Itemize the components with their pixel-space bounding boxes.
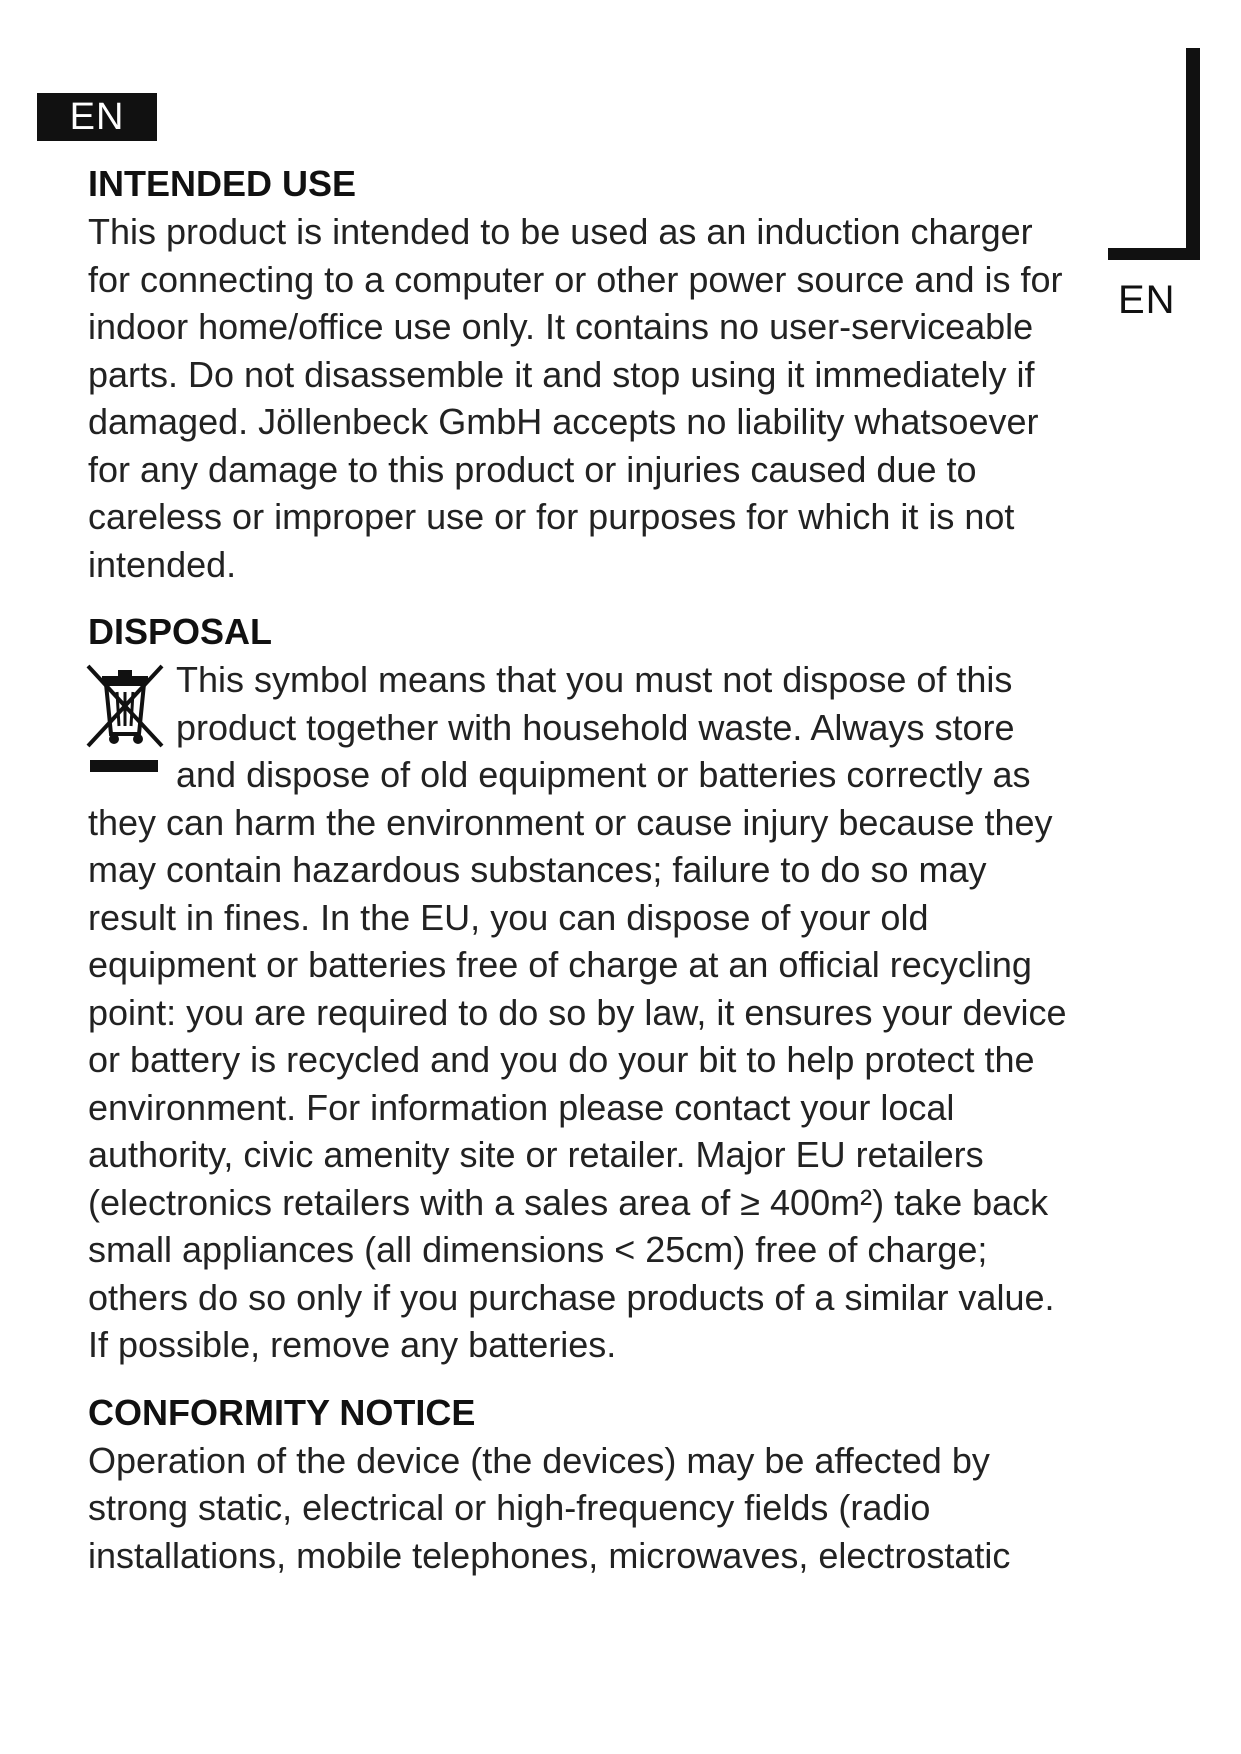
corner-crop-mark xyxy=(1108,48,1200,260)
corner-mark-horizontal-bar xyxy=(1108,248,1200,260)
intended-use-heading: INTENDED USE xyxy=(88,163,357,204)
disposal-section xyxy=(88,608,1068,1369)
corner-mark-vertical-bar xyxy=(1186,48,1200,260)
manual-page-content xyxy=(88,160,1068,1579)
crossed-out-wheelie-bin-icon xyxy=(84,662,166,782)
conformity-heading: CONFORMITY NOTICE xyxy=(88,1391,476,1433)
disposal-text-rest: they can harm the environment or cause injury because they may contain hazardous substances; failure to do so may result in fines. In the EU, you can dispose of your old equipment or batteries free of charge at an official recycling point: you are required to do so by law, it ensures your device or battery is recycled and you do your bit to help protect the environment. For information please contact your local authority, civic amenity site or retailer. Major EU retailers (electronics retailers with a sales area of ≥ 400m²) take back small appliances (all dimensions < 25cm) free of charge; others do so only if you purchase products of a similar value. If possible, remove any batteries. xyxy=(88,801,1067,1365)
conformity-section xyxy=(88,1389,1068,1580)
intended-use-section xyxy=(88,160,1068,588)
disposal-heading: DISPOSAL xyxy=(88,611,273,652)
disposal-body xyxy=(88,656,1068,1369)
conformity-text: Operation of the device (the devices) may be affected by strong static, electrical or high-frequency fields (radio installations, mobile telephones, microwaves, electrostatic xyxy=(88,1439,1011,1576)
side-language-label: EN xyxy=(1118,278,1176,322)
language-badge: EN xyxy=(37,93,157,141)
intended-use-text: This product is intended to be used as an induction charger for connecting to a computer or other power source and is for indoor home/office use only. It contains no user-serviceable parts. Do not disassemble it and stop using it immediately if damaged. Jöllenbeck GmbH accepts no liability whatsoever for any damage to this product or injuries caused due to careless or improper use or for purposes for which it is not intended. xyxy=(88,211,1063,585)
disposal-text-lead: This symbol means that you must not dispose of this product together with household waste. Always store and dispose of old equipment or batteries correctly as xyxy=(176,659,1031,795)
